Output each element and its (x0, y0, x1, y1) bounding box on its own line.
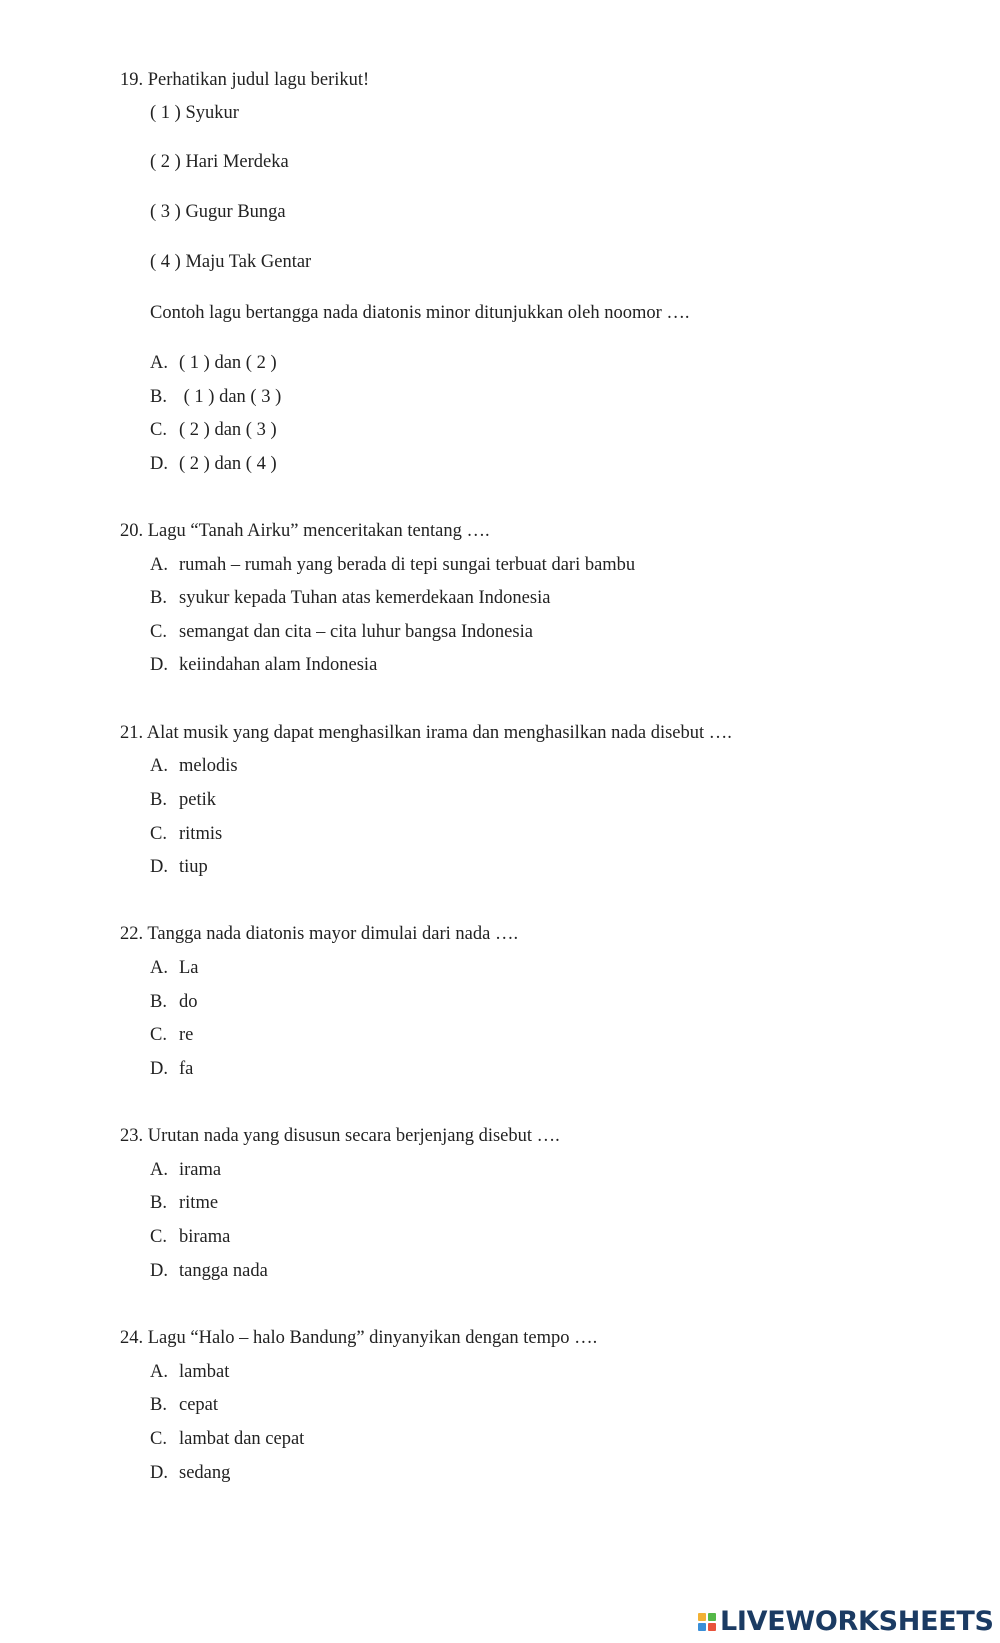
question-21-stem: 21. Alat musik yang dapat menghasilkan irama dan menghasilkan nada disebut …. (120, 723, 732, 743)
option-letter: C. (150, 824, 167, 844)
option-letter: D. (150, 454, 168, 474)
option-letter: C. (150, 1429, 167, 1449)
logo-grid-icon (698, 1613, 716, 1631)
q24-option-c[interactable] (150, 1430, 304, 1449)
q20-option-b[interactable] (150, 589, 550, 608)
option-text: syukur kepada Tuhan atas kemerdekaan Indonesia (179, 588, 551, 608)
option-letter: D. (150, 1059, 168, 1079)
option-text: keiindahan alam Indonesia (179, 655, 378, 675)
q24-option-d[interactable] (150, 1464, 230, 1483)
q22-option-d[interactable] (150, 1060, 193, 1079)
option-text: birama (179, 1227, 231, 1247)
q23-option-b[interactable] (150, 1194, 218, 1213)
logo-text: LIVEWORKSHEETS (720, 1606, 994, 1637)
q24-option-b[interactable] (150, 1396, 218, 1415)
option-letter: D. (150, 857, 168, 877)
option-text: ritme (179, 1193, 219, 1213)
option-text: ( 2 ) dan ( 3 ) (179, 420, 277, 440)
q20-option-d[interactable] (150, 656, 377, 675)
option-letter: D. (150, 1463, 168, 1483)
song-item-2: ( 2 ) Hari Merdeka (150, 152, 289, 172)
option-letter: A. (150, 958, 168, 978)
option-letter: D. (150, 655, 168, 675)
q21-option-c[interactable] (150, 825, 222, 844)
option-letter: D. (150, 1261, 168, 1281)
q19-option-a[interactable] (150, 354, 277, 373)
option-text: lambat (179, 1362, 230, 1382)
option-letter: A. (150, 555, 168, 575)
option-text: ritmis (179, 824, 223, 844)
option-text: semangat dan cita – cita luhur bangsa Indonesia (179, 622, 533, 642)
song-item-4: ( 4 ) Maju Tak Gentar (150, 252, 312, 272)
option-text: fa (179, 1059, 194, 1079)
question-24-stem: 24. Lagu “Halo – halo Bandung” dinyanyikan dengan tempo …. (120, 1328, 598, 1348)
liveworksheets-logo (698, 1608, 994, 1635)
logo-square-3 (698, 1623, 706, 1631)
option-letter: B. (150, 1193, 167, 1213)
question-20-stem: 20. Lagu “Tanah Airku” menceritakan tentang …. (120, 521, 490, 541)
q19-option-d[interactable] (150, 455, 277, 474)
option-text: melodis (179, 756, 238, 776)
q22-option-b[interactable] (150, 993, 198, 1012)
option-text: lambat dan cepat (179, 1429, 305, 1449)
option-letter: A. (150, 1160, 168, 1180)
option-text: irama (179, 1160, 222, 1180)
option-text: re (179, 1025, 194, 1045)
logo-square-4 (708, 1623, 716, 1631)
q20-option-c[interactable] (150, 623, 533, 642)
option-letter: B. (150, 387, 167, 407)
option-letter: A. (150, 756, 168, 776)
question-19-stem: 19. Perhatikan judul lagu berikut! (120, 70, 370, 90)
option-text: cepat (179, 1395, 219, 1415)
logo-square-2 (708, 1613, 716, 1621)
option-text: ( 1 ) dan ( 3 ) (179, 387, 282, 407)
option-text: La (179, 958, 199, 978)
question-19-prompt: Contoh lagu bertangga nada diatonis minor ditunjukkan oleh noomor …. (150, 303, 690, 323)
option-text: rumah – rumah yang berada di tepi sungai terbuat dari bambu (179, 555, 636, 575)
q21-option-a[interactable] (150, 757, 238, 776)
q21-option-b[interactable] (150, 791, 216, 810)
option-text: tiup (179, 857, 208, 877)
option-text: ( 2 ) dan ( 4 ) (179, 454, 277, 474)
option-letter: C. (150, 420, 167, 440)
q21-option-d[interactable] (150, 858, 208, 877)
option-text: do (179, 992, 198, 1012)
q19-option-c[interactable] (150, 421, 277, 440)
question-23-stem: 23. Urutan nada yang disusun secara berjenjang disebut …. (120, 1126, 560, 1146)
option-text: sedang (179, 1463, 231, 1483)
q23-option-c[interactable] (150, 1228, 230, 1247)
option-letter: B. (150, 992, 167, 1012)
song-item-1: ( 1 ) Syukur (150, 103, 239, 123)
option-letter: A. (150, 1362, 168, 1382)
logo-square-1 (698, 1613, 706, 1621)
song-item-3: ( 3 ) Gugur Bunga (150, 202, 286, 222)
q19-option-b[interactable] (150, 388, 281, 407)
q23-option-d[interactable] (150, 1262, 268, 1281)
option-letter: B. (150, 790, 167, 810)
option-text: petik (179, 790, 216, 810)
option-text: ( 1 ) dan ( 2 ) (179, 353, 277, 373)
q23-option-a[interactable] (150, 1161, 221, 1180)
option-letter: A. (150, 353, 168, 373)
option-letter: B. (150, 588, 167, 608)
option-text: tangga nada (179, 1261, 268, 1281)
option-letter: B. (150, 1395, 167, 1415)
q20-option-a[interactable] (150, 556, 635, 575)
option-letter: C. (150, 622, 167, 642)
option-letter: C. (150, 1227, 167, 1247)
question-22-stem: 22. Tangga nada diatonis mayor dimulai dari nada …. (120, 924, 519, 944)
q22-option-a[interactable] (150, 959, 199, 978)
q22-option-c[interactable] (150, 1026, 193, 1045)
option-letter: C. (150, 1025, 167, 1045)
q24-option-a[interactable] (150, 1363, 229, 1382)
